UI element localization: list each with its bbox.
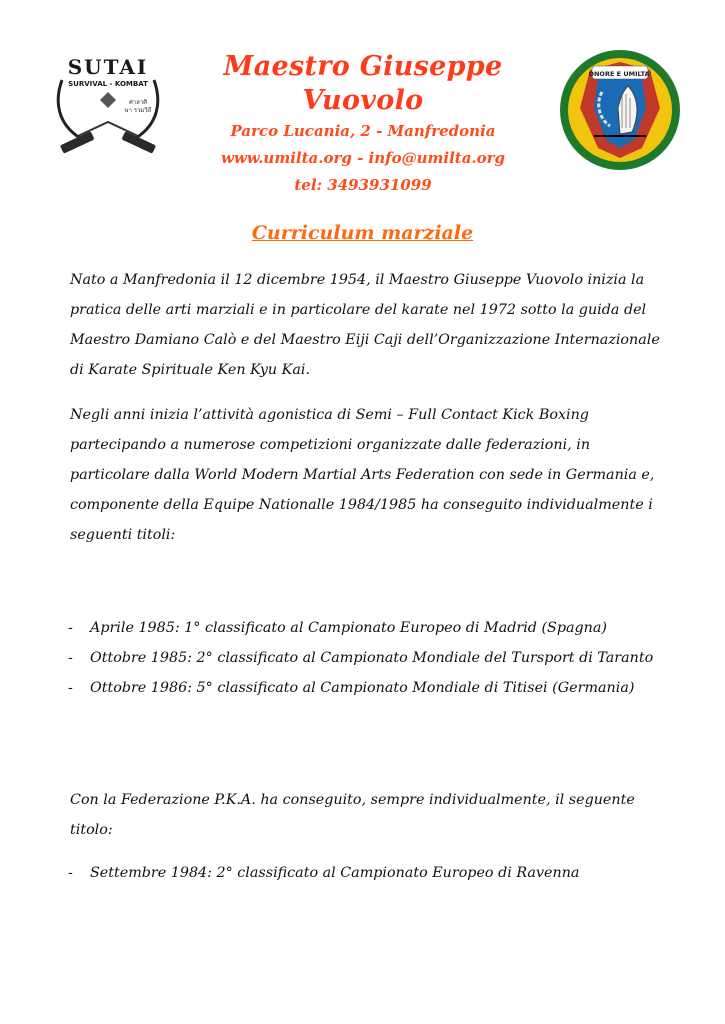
sutai-logo [48, 52, 168, 162]
list-item-text: Settembre 1984: 2° classificato al Campionato Europeo di Ravenna [90, 865, 580, 881]
sutai-logo-subtext: SURVIVAL - KOMBAT [68, 80, 148, 88]
paragraph-2: Negli anni inizia l’attività agonistica di Semi – Full Contact Kick Boxing partecipando a numerose competizioni organizzate dalle federazioni, in particolare dalla World Modern Martial Arts Federation con sede in Germania e, componente della Equipe Nationalle 1984/1985 ha conseguito individualmente i seguenti titoli: [70, 407, 655, 543]
paragraph-3: Con la Federazione P.K.A. ha conseguito, sempre individualmente, il seguente titolo: [70, 792, 635, 838]
header-web-email: www.umilta.org - info@umilta.org [220, 149, 506, 167]
paragraph-1: Nato a Manfredonia il 12 dicembre 1954, il Maestro Giuseppe Vuovolo inizia la pratica delle arti marziali e in particolare del karate nel 1972 sotto la guida del Maestro Damiano Calò e del Maestro Eiji Caji dell’Organizzazione Internazionale di Karate Spirituale Ken Kyu Kai. [70, 272, 660, 378]
header-address: Parco Lucania, 2 - Manfredonia [230, 122, 496, 140]
list-item-text: Ottobre 1985: 2° classificato al Campionato Mondiale del Tursport di Taranto [90, 650, 654, 666]
header-phone: tel: 3493931099 [294, 176, 432, 194]
titles-list-pka [68, 858, 668, 888]
svg-text:ศาลาศิ: ศาลาศิ [128, 99, 148, 106]
list-item [68, 673, 668, 703]
onore-umilta-logo [558, 48, 682, 172]
list-item [68, 643, 668, 673]
list-item [68, 613, 668, 643]
list-marker: - [68, 865, 73, 881]
svg-text:ษา รวมวิถี: ษา รวมวิถี [124, 107, 152, 114]
letterhead [170, 50, 556, 199]
list-marker: - [68, 680, 73, 696]
list-marker: - [68, 650, 73, 666]
titles-list-wmmaf [68, 613, 668, 703]
curriculum-heading: Curriculum marziale [251, 222, 474, 244]
sutai-logo-text: SUTAI [67, 55, 149, 79]
list-marker: - [68, 620, 73, 636]
header-title: Maestro Giuseppe Vuovolo [223, 51, 503, 116]
list-item [68, 858, 668, 888]
onore-umilta-logo-text: ONORE E UMILTA' [588, 70, 652, 78]
list-item-text: Aprile 1985: 1° classificato al Campionato Europeo di Madrid (Spagna) [90, 620, 607, 636]
list-item-text: Ottobre 1986: 5° classificato al Campionato Mondiale di Titisei (Germania) [90, 680, 635, 696]
